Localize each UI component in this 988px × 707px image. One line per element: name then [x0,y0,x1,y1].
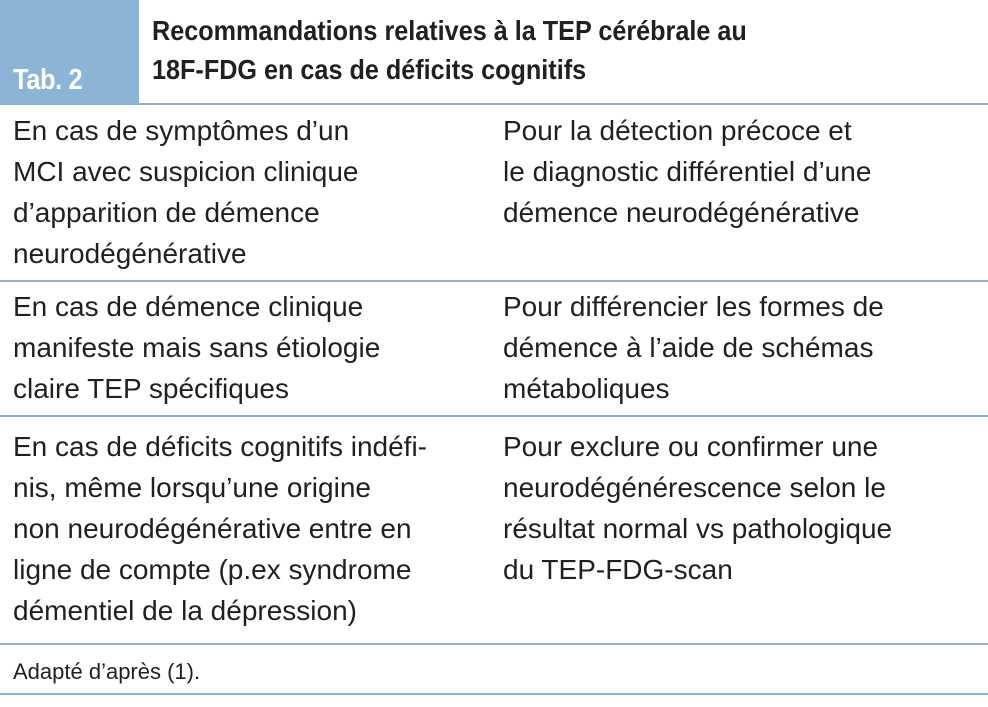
table-number-text: Tab. 2 [13,64,83,96]
table-bottom-rule [0,693,988,695]
indication-cell: En cas de déficits cognitifs indéfi- nis, même lorsqu’une origine non neurodégénérative entre en ligne de compte (p.ex syndrome démentiel de la dépression) [13,431,427,626]
table-number-label [0,0,139,103]
header-divider [0,103,988,105]
indication-cell: En cas de démence clinique manifeste mais sans étiologie claire TEP spécifiques [13,291,381,404]
table-title: Recommandations relatives à la TEP cérébrale au 18F-FDG en cas de déficits cognitifs [152,15,747,85]
row-divider [0,415,988,417]
table-header [0,0,988,103]
indication-cell: En cas de symptômes d’un MCI avec suspicion clinique d’apparition de démence neurodégénérative [13,115,359,269]
purpose-cell: Pour exclure ou confirmer une neurodégénérescence selon le résultat normal vs pathologique du TEP-FDG-scan [503,431,893,585]
table-footnote: Adapté d’après (1). [13,659,201,684]
purpose-cell: Pour différencier les formes de démence à l’aide de schémas métaboliques [503,291,884,404]
purpose-cell: Pour la détection précoce et le diagnostic différentiel d’une démence neurodégénérative [503,115,872,228]
footnote-divider [0,643,988,645]
row-divider [0,280,988,282]
